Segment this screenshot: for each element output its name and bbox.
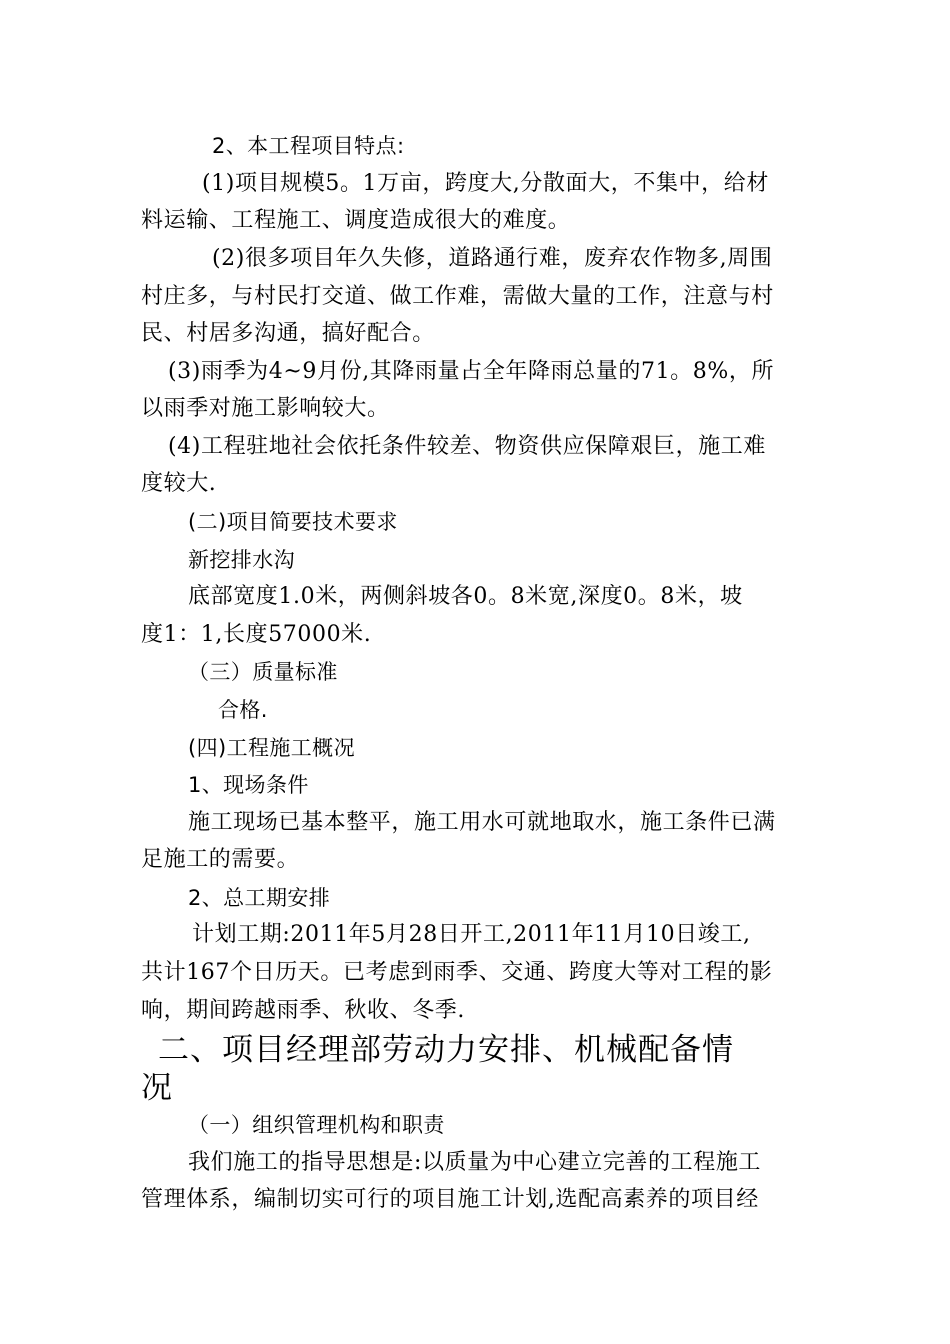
paragraph-line: 料运输、工程施工、调度造成很大的难度。: [141, 208, 571, 233]
paragraph-line: (1)项目规模5。1万亩，跨度大,分散面大，不集中，给材: [202, 171, 769, 196]
paragraph-line: 度较大.: [141, 471, 217, 496]
paragraph-line: (4)工程驻地社会依托条件较差、物资供应保障艰巨，施工难: [168, 434, 766, 459]
paragraph-line: 管理体系，编制切实可行的项目施工计划,选配高素养的项目经: [141, 1187, 759, 1212]
chapter-heading-continued: 况: [141, 1070, 173, 1106]
paragraph-line: 底部宽度1.0米，两侧斜坡各0。8米宽,深度0。8米，坡: [188, 584, 743, 609]
item-title-project-features: 2、本工程项目特点:: [212, 134, 405, 158]
paragraph-line: (2)很多项目年久失修，道路通行难，废弃农作物多,周围: [212, 246, 773, 271]
quality-standard-value: 合格.: [218, 698, 268, 722]
subsection-title-site-conditions: 1、现场条件: [188, 773, 309, 797]
section-title-organization: （一）组织管理机构和职责: [188, 1113, 445, 1137]
paragraph-line: 共计167个日历天。已考虑到雨季、交通、跨度大等对工程的影: [141, 960, 773, 985]
section-title-construction-overview: (四)工程施工概况: [188, 736, 355, 760]
subsection-title-drainage-ditch: 新挖排水沟: [188, 548, 295, 572]
chapter-heading: 二、项目经理部劳动力安排、机械配备情: [158, 1032, 734, 1068]
section-title-quality-standard: （三）质量标准: [188, 660, 338, 684]
paragraph-line: 村庄多，与村民打交道、做工作难，需做大量的工作，注意与村: [141, 284, 774, 309]
paragraph-line: 民、村居多沟通，搞好配合。: [141, 321, 435, 346]
paragraph-line: 足施工的需要。: [141, 847, 300, 872]
paragraph-line: 响，期间跨越雨季、秋收、冬季.: [141, 998, 465, 1023]
paragraph-line: (3)雨季为4~9月份,其降雨量占全年降雨总量的71。8%，所: [168, 359, 775, 384]
paragraph-line: 度1：1,长度57000米.: [141, 622, 372, 647]
paragraph-line: 以雨季对施工影响较大。: [141, 396, 390, 421]
section-title-technical-requirements: (二)项目简要技术要求: [188, 510, 398, 534]
paragraph-line: 我们施工的指导思想是:以质量为中心建立完善的工程施工: [188, 1150, 762, 1175]
paragraph-line: 计划工期:2011年5月28日开工,2011年11月10日竣工,: [192, 922, 751, 947]
subsection-title-schedule: 2、总工期安排: [188, 886, 331, 910]
paragraph-line: 施工现场已基本整平，施工用水可就地取水，施工条件已满: [188, 810, 776, 835]
